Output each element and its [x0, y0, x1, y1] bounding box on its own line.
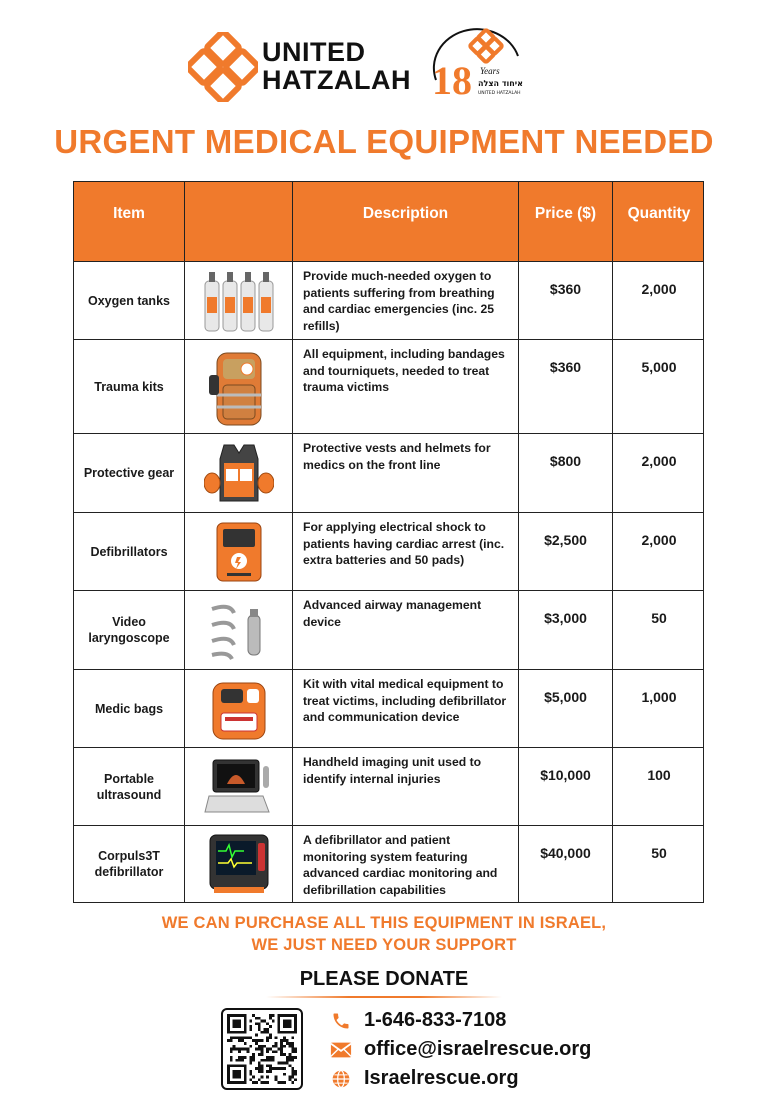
oxygen-tanks-image [184, 262, 292, 339]
table-row [74, 339, 703, 433]
donate-heading: PLEASE DONATE [299, 968, 469, 990]
item-quantity: 2,000 [612, 262, 705, 339]
item-quantity: 2,000 [612, 513, 705, 590]
equipment-table [73, 181, 704, 903]
anniversary-badge [422, 26, 524, 106]
org-line-2: HATZALAH [262, 65, 411, 95]
item-price: $800 [518, 434, 612, 512]
backpack-icon [207, 345, 271, 429]
org-line-1: UNITED [262, 37, 366, 67]
table-row [74, 747, 703, 825]
vest-helmet-icon [204, 439, 274, 507]
column-header-image [184, 182, 292, 261]
email-icon [330, 1039, 352, 1061]
qr-code[interactable] [221, 1008, 303, 1090]
contact-block [330, 1006, 591, 1093]
item-name: Defibrillators [90, 544, 168, 559]
ultrasound-image [184, 748, 292, 825]
item-name: Protective gear [83, 466, 175, 480]
item-description: Advanced airway management device [292, 591, 518, 669]
phone-number: 1-646-833-7108 [364, 1009, 507, 1031]
item-description: Provide much-needed oxygen to patients suffering from breathing and cardiac emergencies (inc. 25 refills) [292, 262, 518, 339]
trauma-kit-image [184, 340, 292, 433]
anniversary-sub: UNITED HATZALAH [478, 91, 521, 96]
item-quantity: 50 [612, 826, 705, 902]
support-line-2: WE JUST NEED YOUR SUPPORT [251, 936, 517, 954]
table-header-row [74, 182, 703, 261]
item-name: Video laryngoscope [88, 615, 170, 645]
contact-email[interactable] [330, 1035, 591, 1064]
protective-gear-image [184, 434, 292, 512]
item-price: $40,000 [518, 826, 612, 902]
item-name: Trauma kits [94, 379, 164, 394]
table-row [74, 512, 703, 590]
support-message [0, 912, 768, 956]
corpuls-image [184, 826, 292, 902]
item-description: A defibrillator and patient monitoring system featuring advanced cardiac monitoring and defibrillation capabilities [292, 826, 518, 902]
item-price: $3,000 [518, 591, 612, 669]
support-line-1: WE CAN PURCHASE ALL THIS EQUIPMENT IN ISRAEL, [161, 914, 607, 932]
item-quantity: 1,000 [612, 670, 705, 747]
org-name [262, 38, 411, 94]
anniversary-number: 18 [432, 58, 472, 103]
item-name: Oxygen tanks [88, 293, 170, 308]
table-row [74, 261, 703, 339]
medic-bag-image [184, 670, 292, 747]
anniversary-word: Years [480, 66, 500, 76]
contact-phone[interactable] [330, 1006, 591, 1035]
item-name: Medic bags [94, 701, 164, 716]
item-description: Handheld imaging unit used to identify internal injuries [292, 748, 518, 825]
contact-website[interactable] [330, 1064, 591, 1093]
phone-icon [330, 1010, 352, 1032]
column-header-quantity: Quantity [612, 182, 705, 261]
item-price: $5,000 [518, 670, 612, 747]
page-title: URGENT MEDICAL EQUIPMENT NEEDED [54, 123, 714, 160]
item-quantity: 100 [612, 748, 705, 825]
oxygen-tank-icon [201, 269, 277, 333]
item-description: All equipment, including bandages and tourniquets, needed to treat trauma victims [292, 340, 518, 433]
donate-underline [266, 996, 502, 998]
item-description: For applying electrical shock to patients having cardiac arrest (inc. extra batteries and 50 pads) [292, 513, 518, 590]
website-url: Israelrescue.org [364, 1067, 519, 1089]
table-row [74, 825, 703, 902]
item-price: $2,500 [518, 513, 612, 590]
laryngoscope-image [184, 591, 292, 669]
laryngoscope-icon [204, 597, 274, 663]
item-price: $10,000 [518, 748, 612, 825]
united-hatzalah-logo-icon [188, 32, 258, 102]
medic-bag-icon [207, 675, 271, 743]
defibrillator-icon [213, 519, 265, 585]
email-address: office@israelrescue.org [364, 1038, 592, 1060]
ultrasound-icon [203, 756, 275, 818]
item-quantity: 2,000 [612, 434, 705, 512]
qr-code-icon [227, 1014, 297, 1084]
monitor-icon [204, 831, 274, 897]
globe-icon [330, 1068, 352, 1090]
anniversary-hebrew: איחוד הצלה [478, 79, 523, 88]
item-name: Corpuls3T defibrillator [94, 849, 164, 879]
item-description: Kit with vital medical equipment to treat victims, including defibrillator and communication device [292, 670, 518, 747]
table-row [74, 433, 703, 512]
column-header-price: Price ($) [518, 182, 612, 261]
item-price: $360 [518, 340, 612, 433]
column-header-description: Description [292, 182, 518, 261]
column-header-item: Item [113, 205, 145, 222]
item-quantity: 50 [612, 591, 705, 669]
item-description: Protective vests and helmets for medics on the front line [292, 434, 518, 512]
item-price: $360 [518, 262, 612, 339]
table-row [74, 590, 703, 669]
header-logos [0, 24, 768, 108]
item-name: Portable ultrasound [96, 771, 162, 802]
item-quantity: 5,000 [612, 340, 705, 433]
defibrillator-image [184, 513, 292, 590]
table-row [74, 669, 703, 747]
